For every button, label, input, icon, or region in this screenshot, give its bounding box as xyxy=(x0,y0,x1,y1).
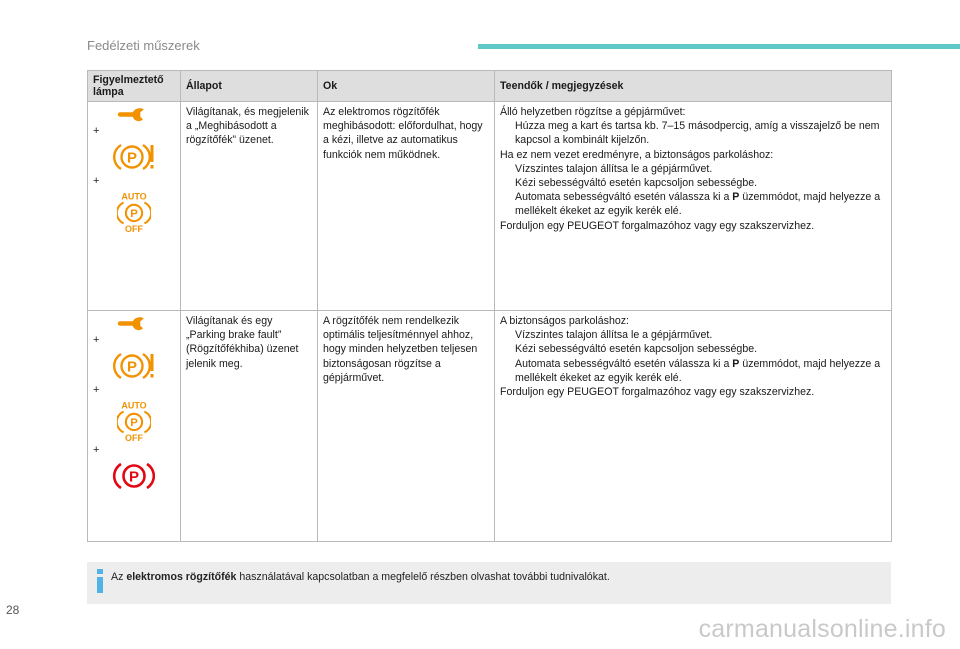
page-number: 28 xyxy=(6,603,20,617)
plus-sign: + xyxy=(93,384,100,396)
bullet-marker xyxy=(500,328,515,342)
info-note xyxy=(87,562,891,604)
action-line: Ha ez nem vezet eredményre, a biztonságos parkoláshoz: xyxy=(500,148,774,161)
bullet-marker xyxy=(500,176,515,190)
watermark: carmanualsonline.info xyxy=(698,615,946,643)
parking-brake-fault-icon xyxy=(112,141,156,173)
column-header-status: Állapot xyxy=(181,71,318,102)
column-header-lamp: Figyelmeztető lámpa xyxy=(88,71,181,102)
status-cell: Világítanak és egy „Parking brake fault” (Rögzítőfékhiba) üzenet jelenik meg. xyxy=(181,311,318,542)
info-text: Az elektromos rögzítőfék használatával kapcsolatban a megfelelő részben olvashat további tudnivalókat. xyxy=(111,571,610,583)
auto-p-off-icon xyxy=(117,400,151,442)
list-item: Kézi sebességváltó esetén kapcsoljon sebességbe. xyxy=(500,176,886,190)
plus-sign: + xyxy=(93,175,100,187)
bullet-marker xyxy=(500,190,515,218)
list-item: Automata sebességváltó esetén válassza ki a P üzemmódot, majd helyezze a mellékelt ékeket az egyik kerék elé. xyxy=(500,190,886,218)
header-accent-bar xyxy=(478,44,960,49)
list-item: Automata sebességváltó esetén válassza ki a P üzemmódot, majd helyezze a mellékelt ékeket az egyik kerék elé. xyxy=(500,357,886,385)
list-item: Húzza meg a kart és tartsa kb. 7–15 másodpercig, amíg a visszajelző be nem kapcsol a kombinált kijelzőn. xyxy=(500,119,886,147)
actions-cell xyxy=(495,311,892,542)
plus-sign: + xyxy=(93,125,100,137)
list-item: Vízszintes talajon állítsa le a gépjárművet. xyxy=(500,328,886,342)
lamp-cell xyxy=(88,311,181,542)
warning-lamps-table xyxy=(87,70,892,542)
section-title: Fedélzeti műszerek xyxy=(87,38,200,53)
lamp-cell xyxy=(88,102,181,311)
plus-sign: + xyxy=(93,444,100,456)
action-line: Forduljon egy PEUGEOT forgalmazóhoz vagy egy szakszervizhez. xyxy=(500,219,815,232)
column-header-cause: Ok xyxy=(318,71,495,102)
bullet-marker xyxy=(500,357,515,385)
plus-sign: + xyxy=(93,334,100,346)
bullet-marker xyxy=(500,162,515,176)
wrench-warning-icon xyxy=(116,314,152,332)
cause-cell: A rögzítőfék nem rendelkezik optimális teljesítménnyel ahhoz, hogy minden helyzetben teljesen biztonságosan rögzítse a gépjárművet. xyxy=(318,311,495,542)
table-row xyxy=(88,102,892,311)
action-line: Forduljon egy PEUGEOT forgalmazóhoz vagy egy szakszervizhez. xyxy=(500,386,815,399)
parking-brake-red-icon xyxy=(112,460,156,492)
cause-cell: Az elektromos rögzítőfék meghibásodott: előfordulhat, hogy a kézi, illetve az automatikus funkciók nem működnek. xyxy=(318,102,495,311)
actions-cell xyxy=(495,102,892,311)
action-line: A biztonságos parkoláshoz: xyxy=(500,315,629,327)
action-line: Álló helyzetben rögzítse a gépjárművet: xyxy=(500,106,686,118)
column-header-actions: Teendők / megjegyzések xyxy=(495,71,892,102)
auto-p-off-icon xyxy=(117,191,151,233)
wrench-warning-icon xyxy=(116,105,152,123)
parking-brake-fault-icon xyxy=(112,350,156,382)
bullet-marker xyxy=(500,342,515,356)
table-row xyxy=(88,311,892,542)
info-icon xyxy=(95,569,105,593)
list-item: Kézi sebességváltó esetén kapcsoljon sebességbe. xyxy=(500,342,886,356)
list-item: Vízszintes talajon állítsa le a gépjárművet. xyxy=(500,162,886,176)
status-cell: Világítanak, és megjelenik a „Meghibásodott a rögzítőfék” üzenet. xyxy=(181,102,318,311)
bullet-marker xyxy=(500,119,515,147)
